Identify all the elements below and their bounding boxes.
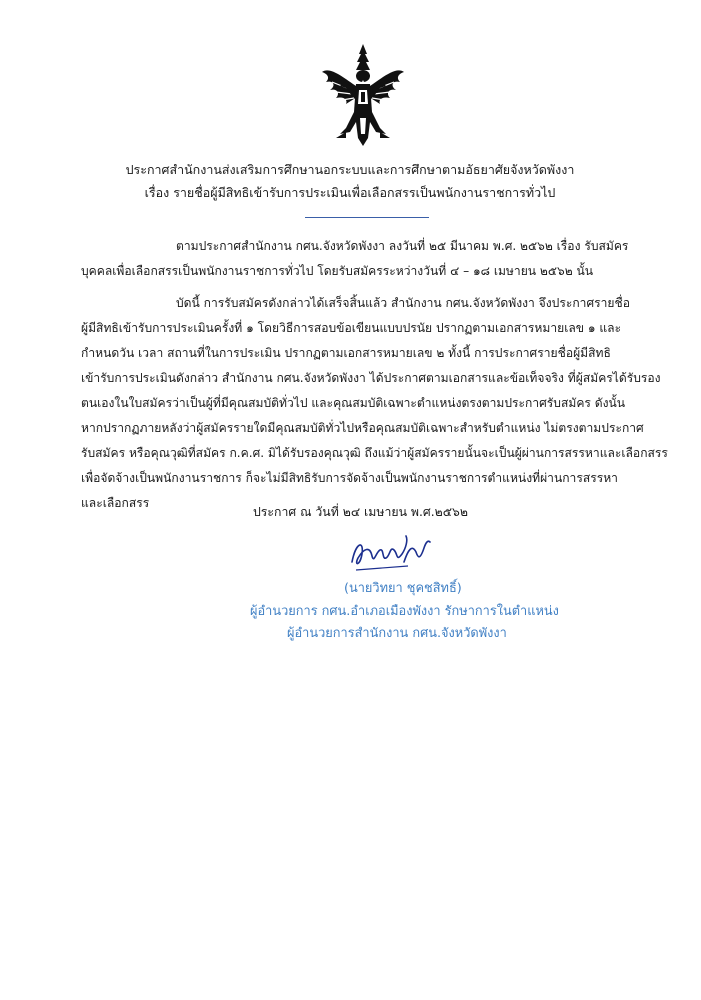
- garuda-emblem-icon: [316, 42, 410, 148]
- paragraph2-line: กำหนดวัน เวลา สถานที่ในการประเมิน ปรากฏตามเอกสารหมายเลข ๒ ทั้งนี้ การประกาศรายชื่อผู้มีสิทธิ: [81, 346, 611, 360]
- paragraph2-line: รับสมัคร หรือคุณวุฒิที่สมัคร ก.ค.ศ. มิได้รับรองคุณวุฒิ ถึงแม้ว่าผู้สมัครรายนั้นจะเป็นผู้ผ่านการสรรหาและเลือกสรร: [81, 446, 668, 460]
- paragraph2-line: บัดนี้ การรับสมัครดังกล่าวได้เสร็จสิ้นแล้ว สำนักงาน กศน.จังหวัดพังงา จึงประกาศรายชื่อ: [176, 296, 630, 310]
- announcement-subject: เรื่อง รายชื่อผู้มีสิทธิเข้ารับการประเมินเพื่อเลือกสรรเป็นพนักงานราชการทั่วไป: [144, 185, 556, 200]
- announcement-date: ประกาศ ณ วันที่ ๒๔ เมษายน พ.ศ.๒๕๖๒: [253, 505, 468, 519]
- signatory-position: ผู้อำนวยการสำนักงาน กศน.จังหวัดพังงา: [287, 626, 507, 641]
- signatory-name: (นายวิทยา ชุคชสิทธิ์): [344, 581, 462, 596]
- paragraph2-line: เพื่อจัดจ้างเป็นพนักงานราชการ ก็จะไม่มีสิทธิรับการจัดจ้างเป็นพนักงานราชการตำแหน่งที่ผ่านการสรรหา: [81, 471, 618, 485]
- paragraph2-line: เข้ารับการประเมินดังกล่าว สำนักงาน กศน.จังหวัดพังงา ได้ประกาศตามเอกสารและข้อเท็จจริง ที่ผู้สมัครได้รับรอง: [81, 371, 661, 385]
- paragraph2-line: หากปรากฏภายหลังว่าผู้สมัครรายใดมีคุณสมบัติทั่วไปหรือคุณสมบัติเฉพาะสำหรับตำแหน่ง ไม่ตรงตามประกาศ: [81, 421, 644, 435]
- paragraph2-line: ตนเองในใบสมัครว่าเป็นผู้ที่มีคุณสมบัติทั่วไป และคุณสมบัติเฉพาะตำแหน่งตรงตามประกาศรับสมัคร ดังนั้น: [81, 396, 626, 410]
- signature: [346, 532, 434, 574]
- paragraph1-line: บุคคลเพื่อเลือกสรรเป็นพนักงานราชการทั่วไป โดยรับสมัครระหว่างวันที่ ๔ – ๑๘ เมษายน ๒๕๖๒ นั้น: [81, 264, 594, 278]
- paragraph2-line: และเลือกสรร: [81, 496, 150, 510]
- signatory-acting-position: ผู้อำนวยการ กศน.อำเภอเมืองพังงา รักษาการในตำแหน่ง: [250, 604, 559, 619]
- paragraph2-line: ผู้มีสิทธิเข้ารับการประเมินครั้งที่ ๑ โดยวิธีการสอบข้อเขียนแบบปรนัย ปรากฏตามเอกสารหมายเลข ๑ และ: [81, 321, 622, 335]
- paragraph1-line: ตามประกาศสำนักงาน กศน.จังหวัดพังงา ลงวันที่ ๒๕ มีนาคม พ.ศ. ๒๕๖๒ เรื่อง รับสมัคร: [176, 239, 629, 253]
- title-divider: [305, 217, 429, 218]
- announcement-title: ประกาศสำนักงานส่งเสริมการศึกษานอกระบบและการศึกษาตามอัธยาศัยจังหวัดพังงา: [125, 162, 575, 177]
